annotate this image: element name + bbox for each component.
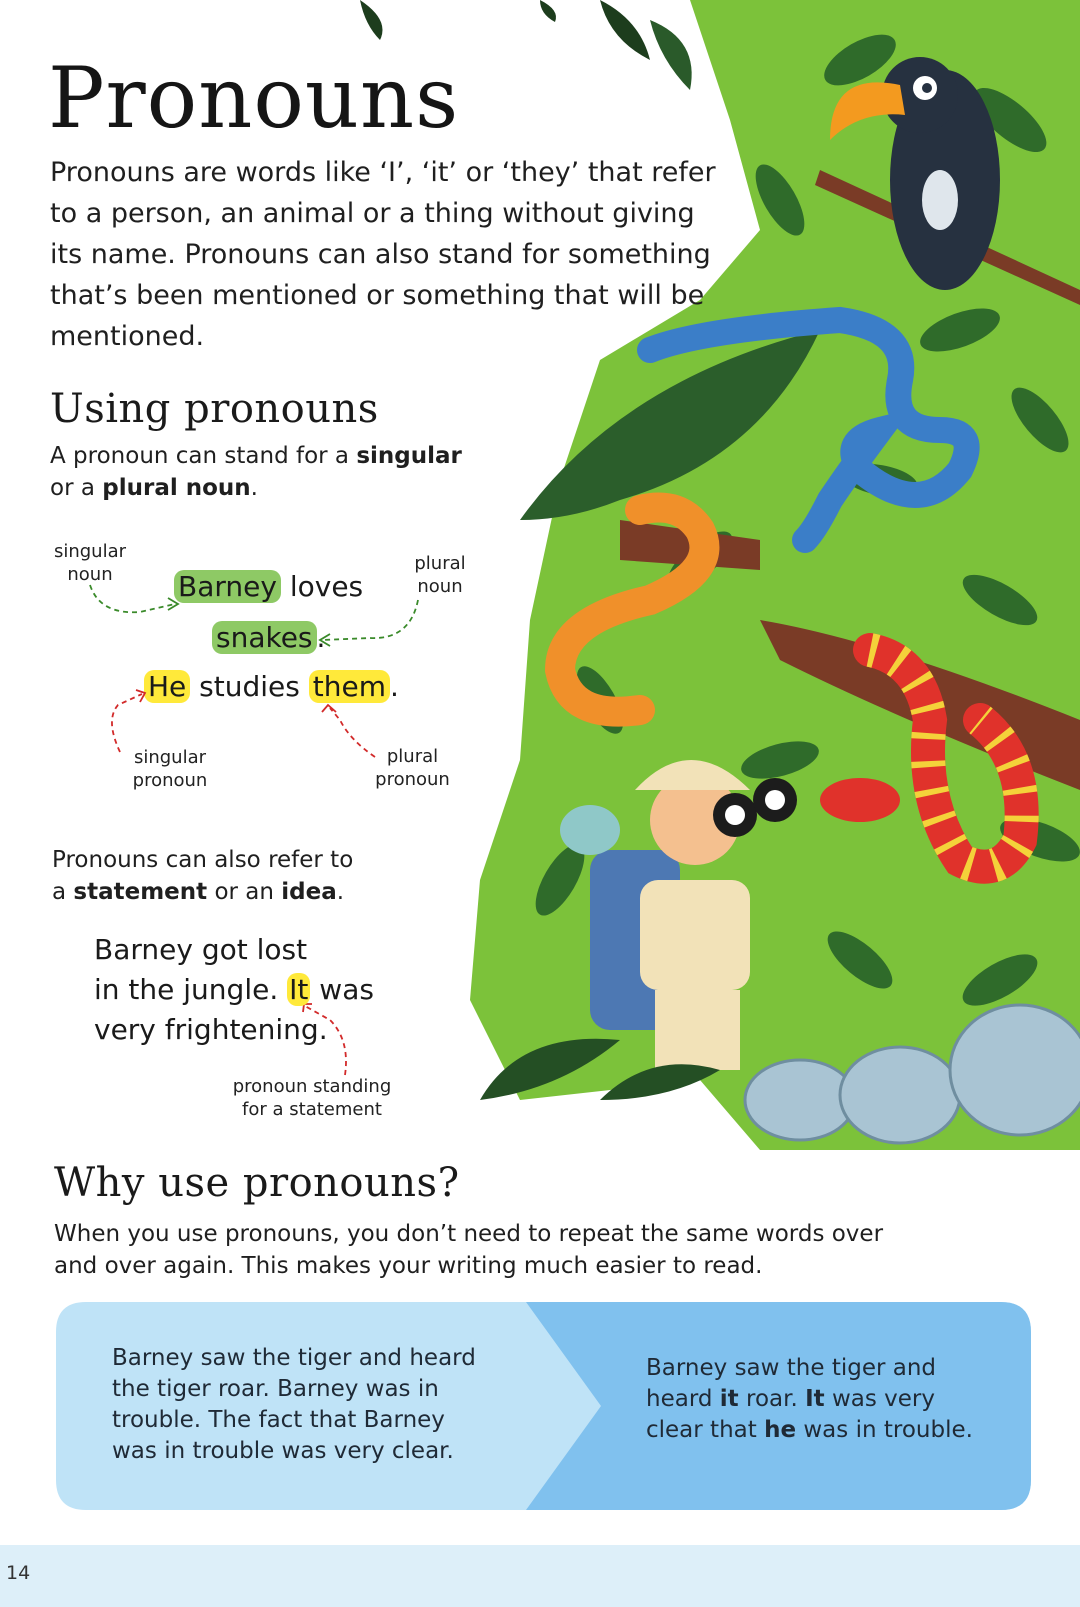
comparison-before: Barney saw the tiger and heard the tiger roar. Barney was in trouble. The fact that Barney was in trouble was very clear. <box>112 1345 476 1464</box>
term-singular: singular <box>356 443 462 469</box>
annotation-pronoun-statement: pronoun standing for a statement <box>232 1076 392 1120</box>
comparison-after: Barney saw the tiger and heard it roar. It was very clear that he was in trouble. <box>646 1355 973 1443</box>
why-description: When you use pronouns, you don’t need to repeat the same words over and over again. This makes your writing much easier to read. <box>54 1221 884 1279</box>
intro-paragraph: Pronouns are words like ‘I’, ‘it’ or ‘they’ that refer to a person, an animal or a thing without giving its name. Pronouns can also stand for something that’s been mentioned or something that will be mentioned. <box>50 157 716 352</box>
heading-why-use-pronouns: Why use pronouns? <box>54 1160 460 1206</box>
term-plural-noun: plural noun <box>102 475 251 501</box>
annotation-singular-noun: singular noun <box>53 541 127 585</box>
highlight-it: It <box>289 973 309 1006</box>
example1-line1: Barney loves <box>174 567 363 607</box>
annotation-singular-pronoun: singular pronoun <box>132 747 208 791</box>
using-description: A pronoun can stand for a singular or a plural noun. <box>50 443 462 501</box>
annotation-plural-pronoun: plural pronoun <box>375 746 450 790</box>
term-idea: idea <box>281 879 337 905</box>
example1-line2: snakes . <box>212 618 325 658</box>
highlight-barney: Barney <box>174 570 281 603</box>
term-statement: statement <box>73 879 208 905</box>
statement-description: Pronouns can also refer to a statement or an idea. <box>52 847 354 905</box>
highlight-he: He <box>144 670 190 703</box>
page-number: 14 <box>6 1562 31 1584</box>
statement-example: Barney got lost in the jungle. It was very frightening. <box>94 933 374 1046</box>
highlight-snakes: snakes <box>212 621 317 654</box>
highlight-them: them <box>309 670 390 703</box>
annotation-plural-noun: plural noun <box>414 553 466 597</box>
example1-line3: He studies them . <box>144 667 399 707</box>
page-title: Pronouns <box>48 49 460 147</box>
footer-bar <box>0 1545 1080 1607</box>
heading-using-pronouns: Using pronouns <box>50 386 379 432</box>
